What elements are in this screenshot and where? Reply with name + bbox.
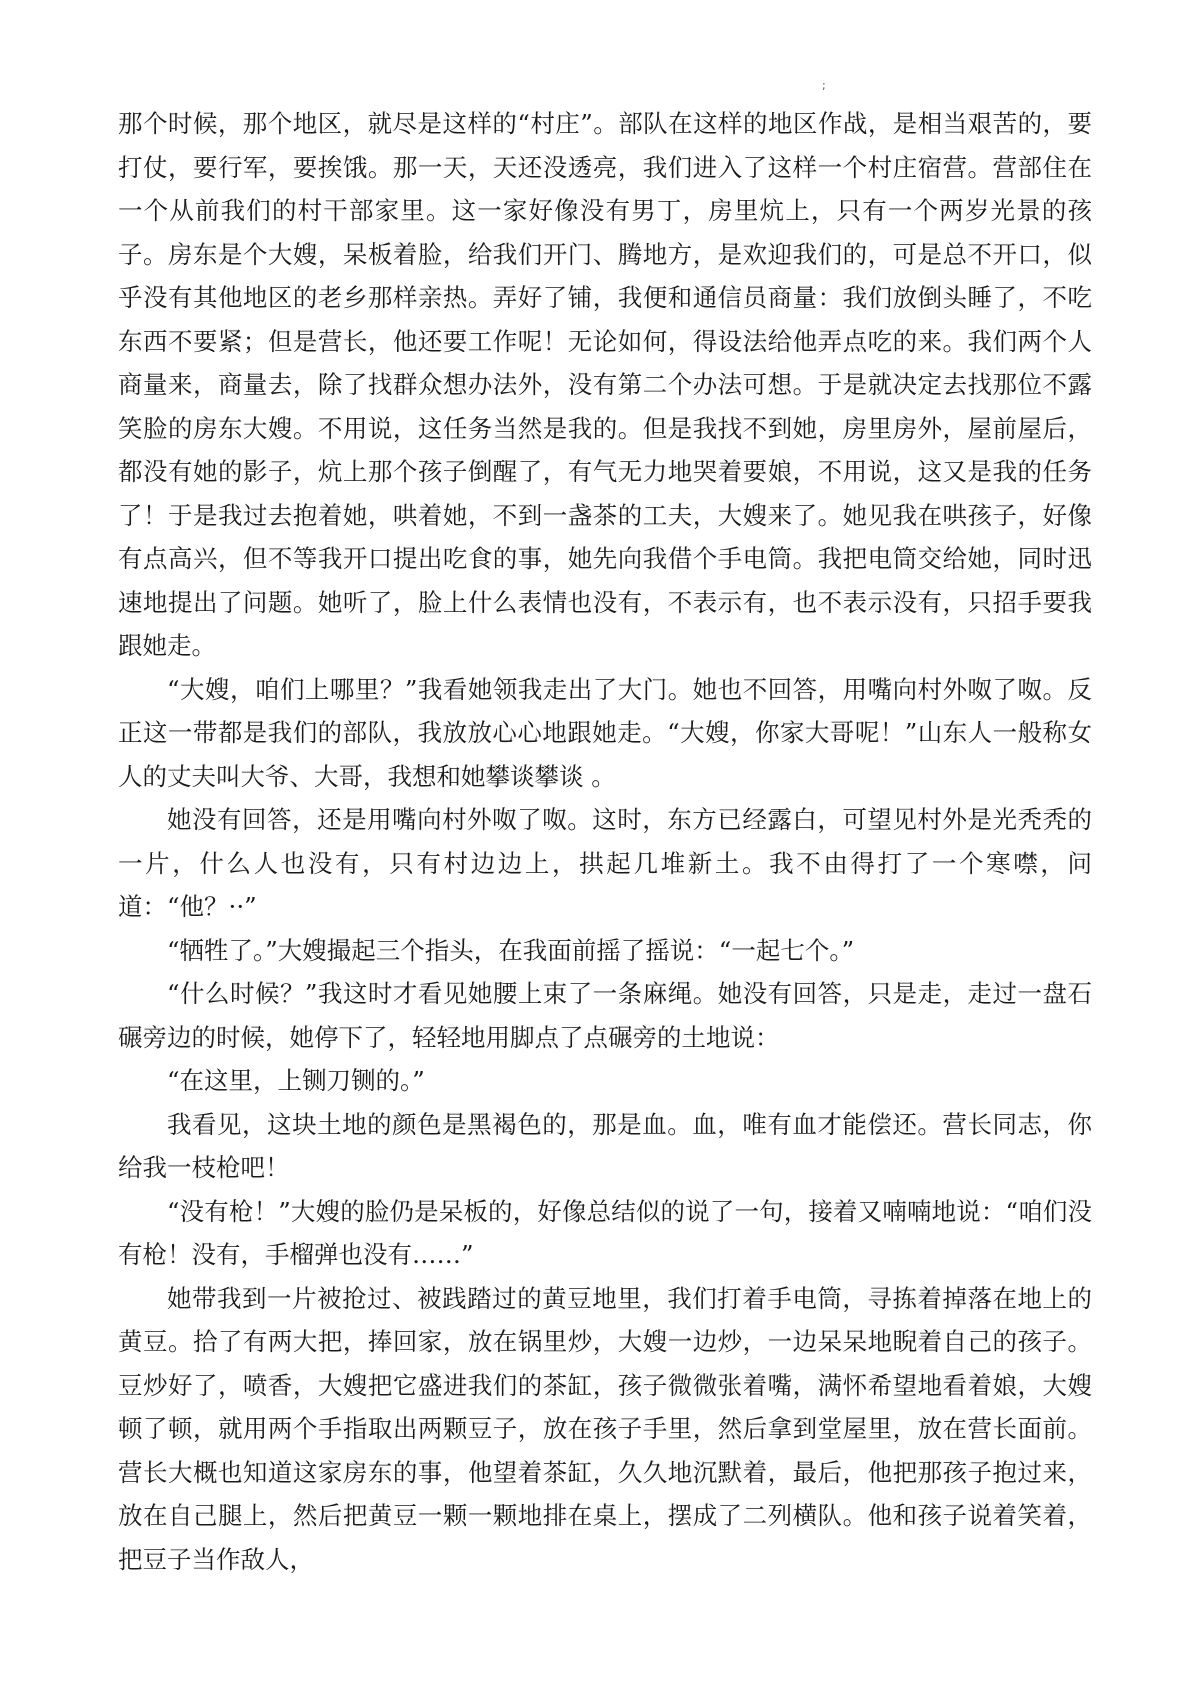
paragraph-6: “在这里，上铡刀铡的。” xyxy=(167,1066,425,1095)
header-mark: ; xyxy=(822,79,826,92)
paragraph-1: 那个时候，那个地区，就尽是这样的“村庄”。部队在这样的地区作战，是相当艰苦的，要打仗，要行军，要挨饿。那一天，天还没透亮，我们进入了这样一个村庄宿营。营部住在一个从前我们的村干部家里。这一家好像没有男丁，房里炕上，只有一个两岁光景的孩子。房东是个大嫂，呆板着脸，给我们开门、腾地方，是欢迎我们的，可是总不开口，似乎没有其他地区的老乡那样亲热。弄好了铺，我便和通信员商量：我们放倒头睡了，不吃东西不要紧；但是营长，他还要工作呢！无论如何，得设法给他弄点吃的来。我们两个人商量来，商量去，除了找群众想办法外，没有第二个办法可想。于是就决定去找那位不露笑脸的房东大嫂。不用说，这任务当然是我的。但是我找不到她，房里房外，屋前屋后，都没有她的影子，炕上那个孩子倒醒了，有气无力地哭着要娘，不用说，这又是我的任务了！于是我过去抱着她，哄着她，不到一盏茶的工夫，大嫂来了。她见我在哄孩子，好像有点高兴，但不等我开口提出吃食的事，她先向我借个手电筒。我把电筒交给她，同时迅速地提出了问题。她听了，脸上什么表情也没有，不表示有，也不表示没有，只招手要我跟她走。 xyxy=(118,109,1092,660)
paragraph-8: “没有枪！”大嫂的脸仍是呆板的，好像总结似的说了一句，接着又喃喃地说：“咱们没有枪！没有，手榴弹也没有……” xyxy=(118,1196,1092,1269)
paragraph-9: 她带我到一片被抢过、被践踏过的黄豆地里，我们打着手电筒，寻拣着掉落在地上的黄豆。拾了有两大把，捧回家，放在锅里炒，大嫂一边炒，一边呆呆地睨着自己的孩子。豆炒好了，喷香，大嫂把它盛进我们的茶缸，孩子微微张着嘴，满怀希望地看着娘，大嫂顿了顿，就用两个手指取出两颗豆子，放在孩子手里，然后拿到堂屋里，放在营长面前。营长大概也知道这家房东的事，他望着茶缸，久久地沉默着，最后，他把那孩子抱过来，放在自己腿上，然后把黄豆一颗一颗地排在桌上，摆成了二列横队。他和孩子说着笑着，把豆子当作敌人， xyxy=(118,1283,1092,1574)
paragraph-5: “什么时候？”我这时才看见她腰上束了一条麻绳。她没有回答，只是走，走过一盘石碾旁边的时候，她停下了，轻轻地用脚点了点碾旁的土地说： xyxy=(118,979,1092,1052)
paragraph-2: “大嫂，咱们上哪里？”我看她领我走出了大门。她也不回答，用嘴向村外呶了呶。反正这一带都是我们的部队，我放放心心地跟她走。“大嫂，你家大哥呢！”山东人一般称女人的丈夫叫大爷、大哥，我想和她攀谈攀谈 。 xyxy=(118,674,1092,791)
paragraph-4: “牺牲了。”大嫂撮起三个指头，在我面前摇了摇说：“一起七个。” xyxy=(167,935,855,965)
paragraph-7: 我看见，这块土地的颜色是黑褐色的，那是血。血，唯有血才能偿还。营长同志，你给我一枝枪吧！ xyxy=(118,1109,1092,1182)
article-body xyxy=(118,102,1092,1581)
paragraph-3: 她没有回答，还是用嘴向村外呶了呶。这时，东方已经露白，可望见村外是光秃秃的一片，什么人也没有，只有村边边上，拱起几堆新土。我不由得打了一个寒噤，问道：“他？··” xyxy=(118,805,1092,921)
